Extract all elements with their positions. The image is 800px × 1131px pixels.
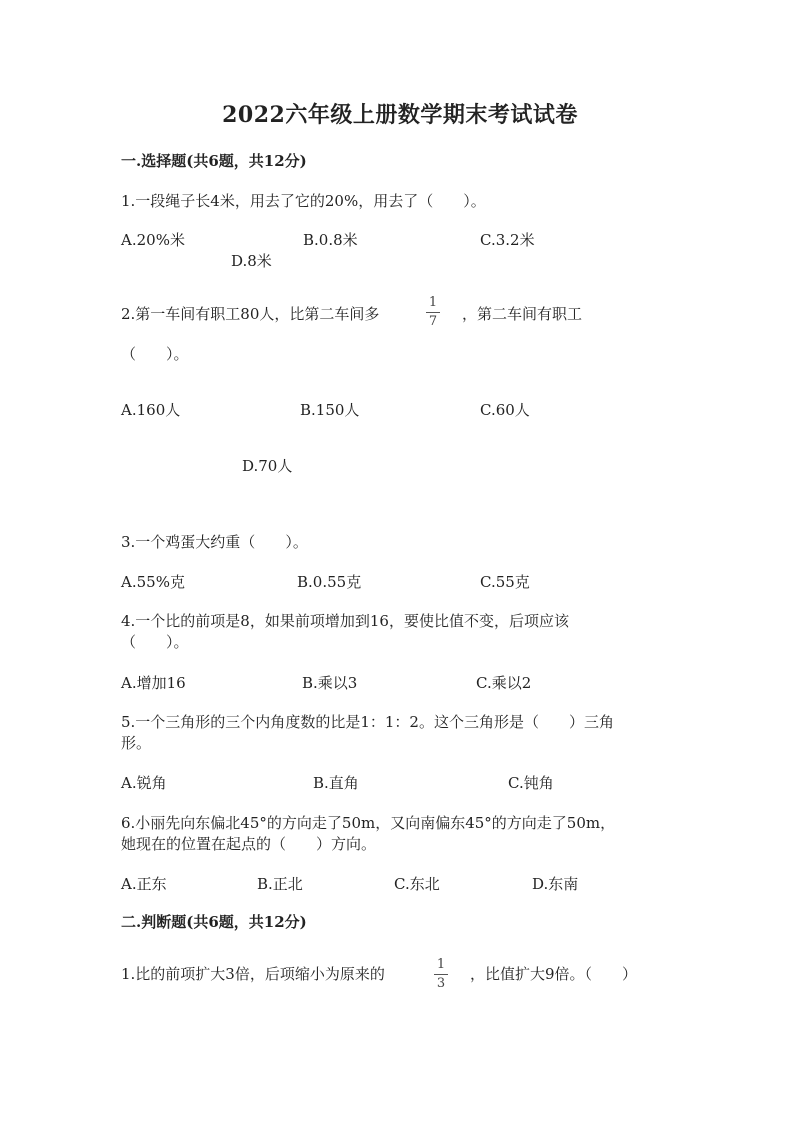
question-6-stem-part1: 6.小丽先向东偏北45°的方向走了50m，又向南偏东45°的方向走了50m，: [121, 814, 616, 832]
question-2-fraction: [423, 296, 443, 329]
judgment-1-fraction: [431, 958, 451, 991]
fraction-denominator: 7: [428, 314, 438, 329]
question-2-stem-part1: 2.第一车间有职工80人，比第二车间多: [121, 305, 380, 323]
question-5-stem-part1: 5.一个三角形的三个内角度数的比是1：1：2。这个三角形是（ ）三角: [121, 713, 614, 731]
fraction-numerator: 1: [428, 295, 438, 310]
fraction-bar: [426, 312, 440, 313]
question-5-stem-part2: 形。: [121, 734, 152, 752]
question-2-option-b: B.150人: [300, 401, 360, 419]
question-3-option-a: A.55%克: [121, 573, 185, 591]
question-4-option-a: A.增加16: [121, 674, 186, 692]
judgment-1-stem-part1: 1.比的前项扩大3倍，后项缩小为原来的: [121, 965, 385, 983]
question-1-option-d: D.8米: [231, 252, 272, 270]
section-heading-choice: 一.选择题(共6题，共12分): [121, 152, 307, 170]
fraction-bar: [434, 974, 448, 975]
question-2-option-d: D.70人: [242, 457, 293, 475]
question-6-option-c: C.东北: [394, 875, 440, 893]
judgment-1-stem-part2: ，比值扩大9倍。（ ）: [470, 965, 638, 983]
question-2-option-a: A.160人: [121, 401, 181, 419]
question-4-option-c: C.乘以2: [476, 674, 532, 692]
question-1-option-a: A.20%米: [121, 231, 185, 249]
question-1-stem: 1.一段绳子长4米，用去了它的20%，用去了（ ）。: [121, 192, 486, 210]
question-1-option-b: B.0.8米: [303, 231, 358, 249]
question-5-option-c: C.钝角: [508, 774, 554, 792]
question-6-option-a: A.正东: [121, 875, 167, 893]
question-6-option-d: D.东南: [532, 875, 579, 893]
section-heading-judgment: 二.判断题(共6题，共12分): [121, 913, 307, 931]
question-5-option-a: A.锐角: [121, 774, 167, 792]
question-5-option-b: B.直角: [313, 774, 359, 792]
question-3-stem: 3.一个鸡蛋大约重（ ）。: [121, 533, 308, 551]
question-6-stem-part2: 她现在的位置在起点的（ ）方向。: [121, 835, 377, 853]
fraction-denominator: 3: [436, 976, 446, 991]
question-4-stem-part2: （ ）。: [121, 633, 189, 651]
page-title: 2022六年级上册数学期末考试试卷: [222, 102, 578, 128]
question-2-stem-part2: ，第二车间有职工: [462, 305, 583, 323]
fraction-numerator: 1: [436, 957, 446, 972]
question-2-option-c: C.60人: [480, 401, 530, 419]
question-3-option-c: C.55克: [480, 573, 530, 591]
question-4-option-b: B.乘以3: [302, 674, 358, 692]
question-3-option-b: B.0.55克: [297, 573, 362, 591]
question-6-option-b: B.正北: [257, 875, 303, 893]
question-2-stem-part3: （ ）。: [121, 345, 189, 363]
question-1-option-c: C.3.2米: [480, 231, 535, 249]
question-4-stem-part1: 4.一个比的前项是8，如果前项增加到16，要使比值不变，后项应该: [121, 612, 569, 630]
